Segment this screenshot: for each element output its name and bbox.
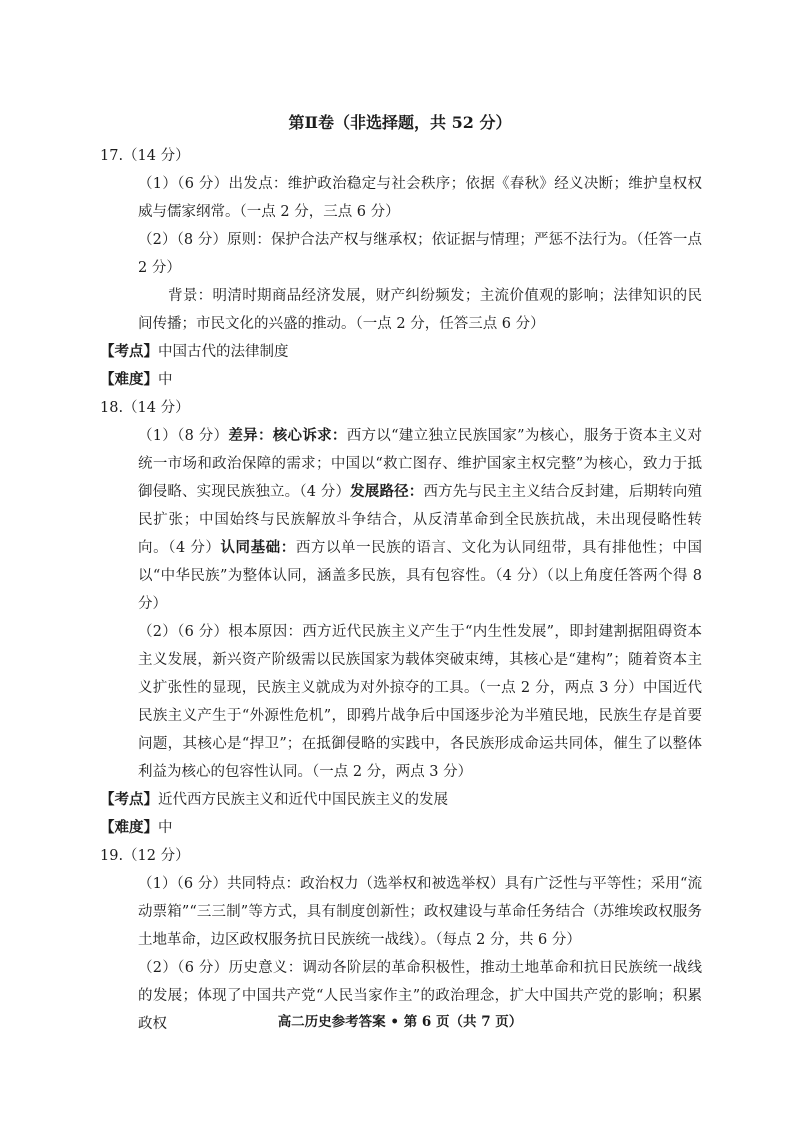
q18-part2: （2）（6 分）根本原因：西方近代民族主义产生于“内生性发展”，即封建割据阻碍资本主义发展，新兴资产阶级需以民族国家为载体突破束缚，其核心是“建构”；随着资本主义扩张性的显现，民族主义就成为对外掠夺的工具。（一点 2 分，两点 3 分）中国近代民族主义产生于“外源性危机”，即鸦片战争后中国逐步沦为半殖民地，民族生存是首要问题，其核心是“捍卫”；在抵御侵略的实践中，各民族形成命运共同体，催生了以整体利益为核心的包容性认同。（一点 2 分，两点 3 分） [138,624,702,780]
q18-heading: 18.（14 分） [100,400,190,416]
q17-part2: （2）（8 分）原则：保护合法产权与继承权；依证据与情理；严惩不法行为。（任答一点 2 分） [138,232,702,276]
q18-part1 [100,422,702,618]
kaodian-label: 【考点】 [100,343,158,360]
nandu-value: 中 [158,372,173,388]
nandu-label: 【难度】 [100,819,158,836]
nandu-value: 中 [158,820,173,836]
q18-part1-score: （1）（8 分） [138,428,229,444]
q17-heading: 17.（14 分） [100,148,190,164]
q17-part1: （1）（6 分）出发点：维护政治稳定与社会秩序；依据《春秋》经义决断；维护皇权权威与儒家纲常。（一点 2 分，三点 6 分） [138,176,702,220]
q18-path-label: 发展路径： [350,483,424,500]
section-title: 第Ⅱ卷（非选择题，共 52 分） [288,113,512,132]
q18-identity-text: 西方以单一民族的语言、文化为认同纽带，具有排他性；中国以“中华民族”为整体认同，涵盖多民族，具有包容性。（4 分）（以上角度任答两个得 8 分） [138,540,703,612]
q18-nandu [100,814,702,842]
page-footer: 高二历史参考答案 • 第 6 页（共 7 页） [277,1014,523,1030]
q19-heading: 19.（12 分） [100,848,190,864]
q18-path-text: 西方先与民主主义结合反封建，后期转向殖民扩张；中国始终与民族解放斗争结合，从反清革命到全民族抗战，未出现侵略性转向。（4 分） [138,484,703,556]
q19-part2: （2）（6 分）历史意义：调动各阶层的革命积极性，推动土地革命和抗日民族统一战线的发展；体现了中国共产党“人民当家作主”的政治理念，扩大中国共产党的影响；积累政权 [138,960,702,1032]
nandu-label: 【难度】 [100,371,158,388]
q18-core-demand: 西方以“建立独立民族国家”为核心，服务于资本主义对统一市场和政治保障的需求；中国以“救亡图存、维护国家主权完整”为核心，致力于抵御侵略、实现民族独立。（4 分） [138,428,703,500]
q17-nandu [100,366,702,394]
kaodian-label: 【考点】 [100,791,158,808]
q17-kaodian [100,338,702,366]
answer-content [100,142,702,1038]
q17-background: 背景：明清时期商品经济发展，财产纠纷频发；主流价值观的影响；法律知识的民间传播；市民文化的兴盛的推动。（一点 2 分，任答三点 6 分） [138,288,702,332]
q19-part1: （1）（6 分）共同特点：政治权力（选举权和被选举权）具有广泛性与平等性；采用“流动票箱”“三三制”等方式，具有制度创新性；政权建设与革命任务结合（苏维埃政权服务土地革命，边区政权服务抗日民族统一战线）。（每点 2 分，共 6 分） [138,876,702,948]
kaodian-value: 近代西方民族主义和近代中国民族主义的发展 [158,792,448,808]
q18-identity-label: 认同基础： [220,539,296,556]
q18-diff-label: 差异：核心诉求： [228,427,347,444]
kaodian-value: 中国古代的法律制度 [158,344,289,360]
q18-kaodian [100,786,702,814]
